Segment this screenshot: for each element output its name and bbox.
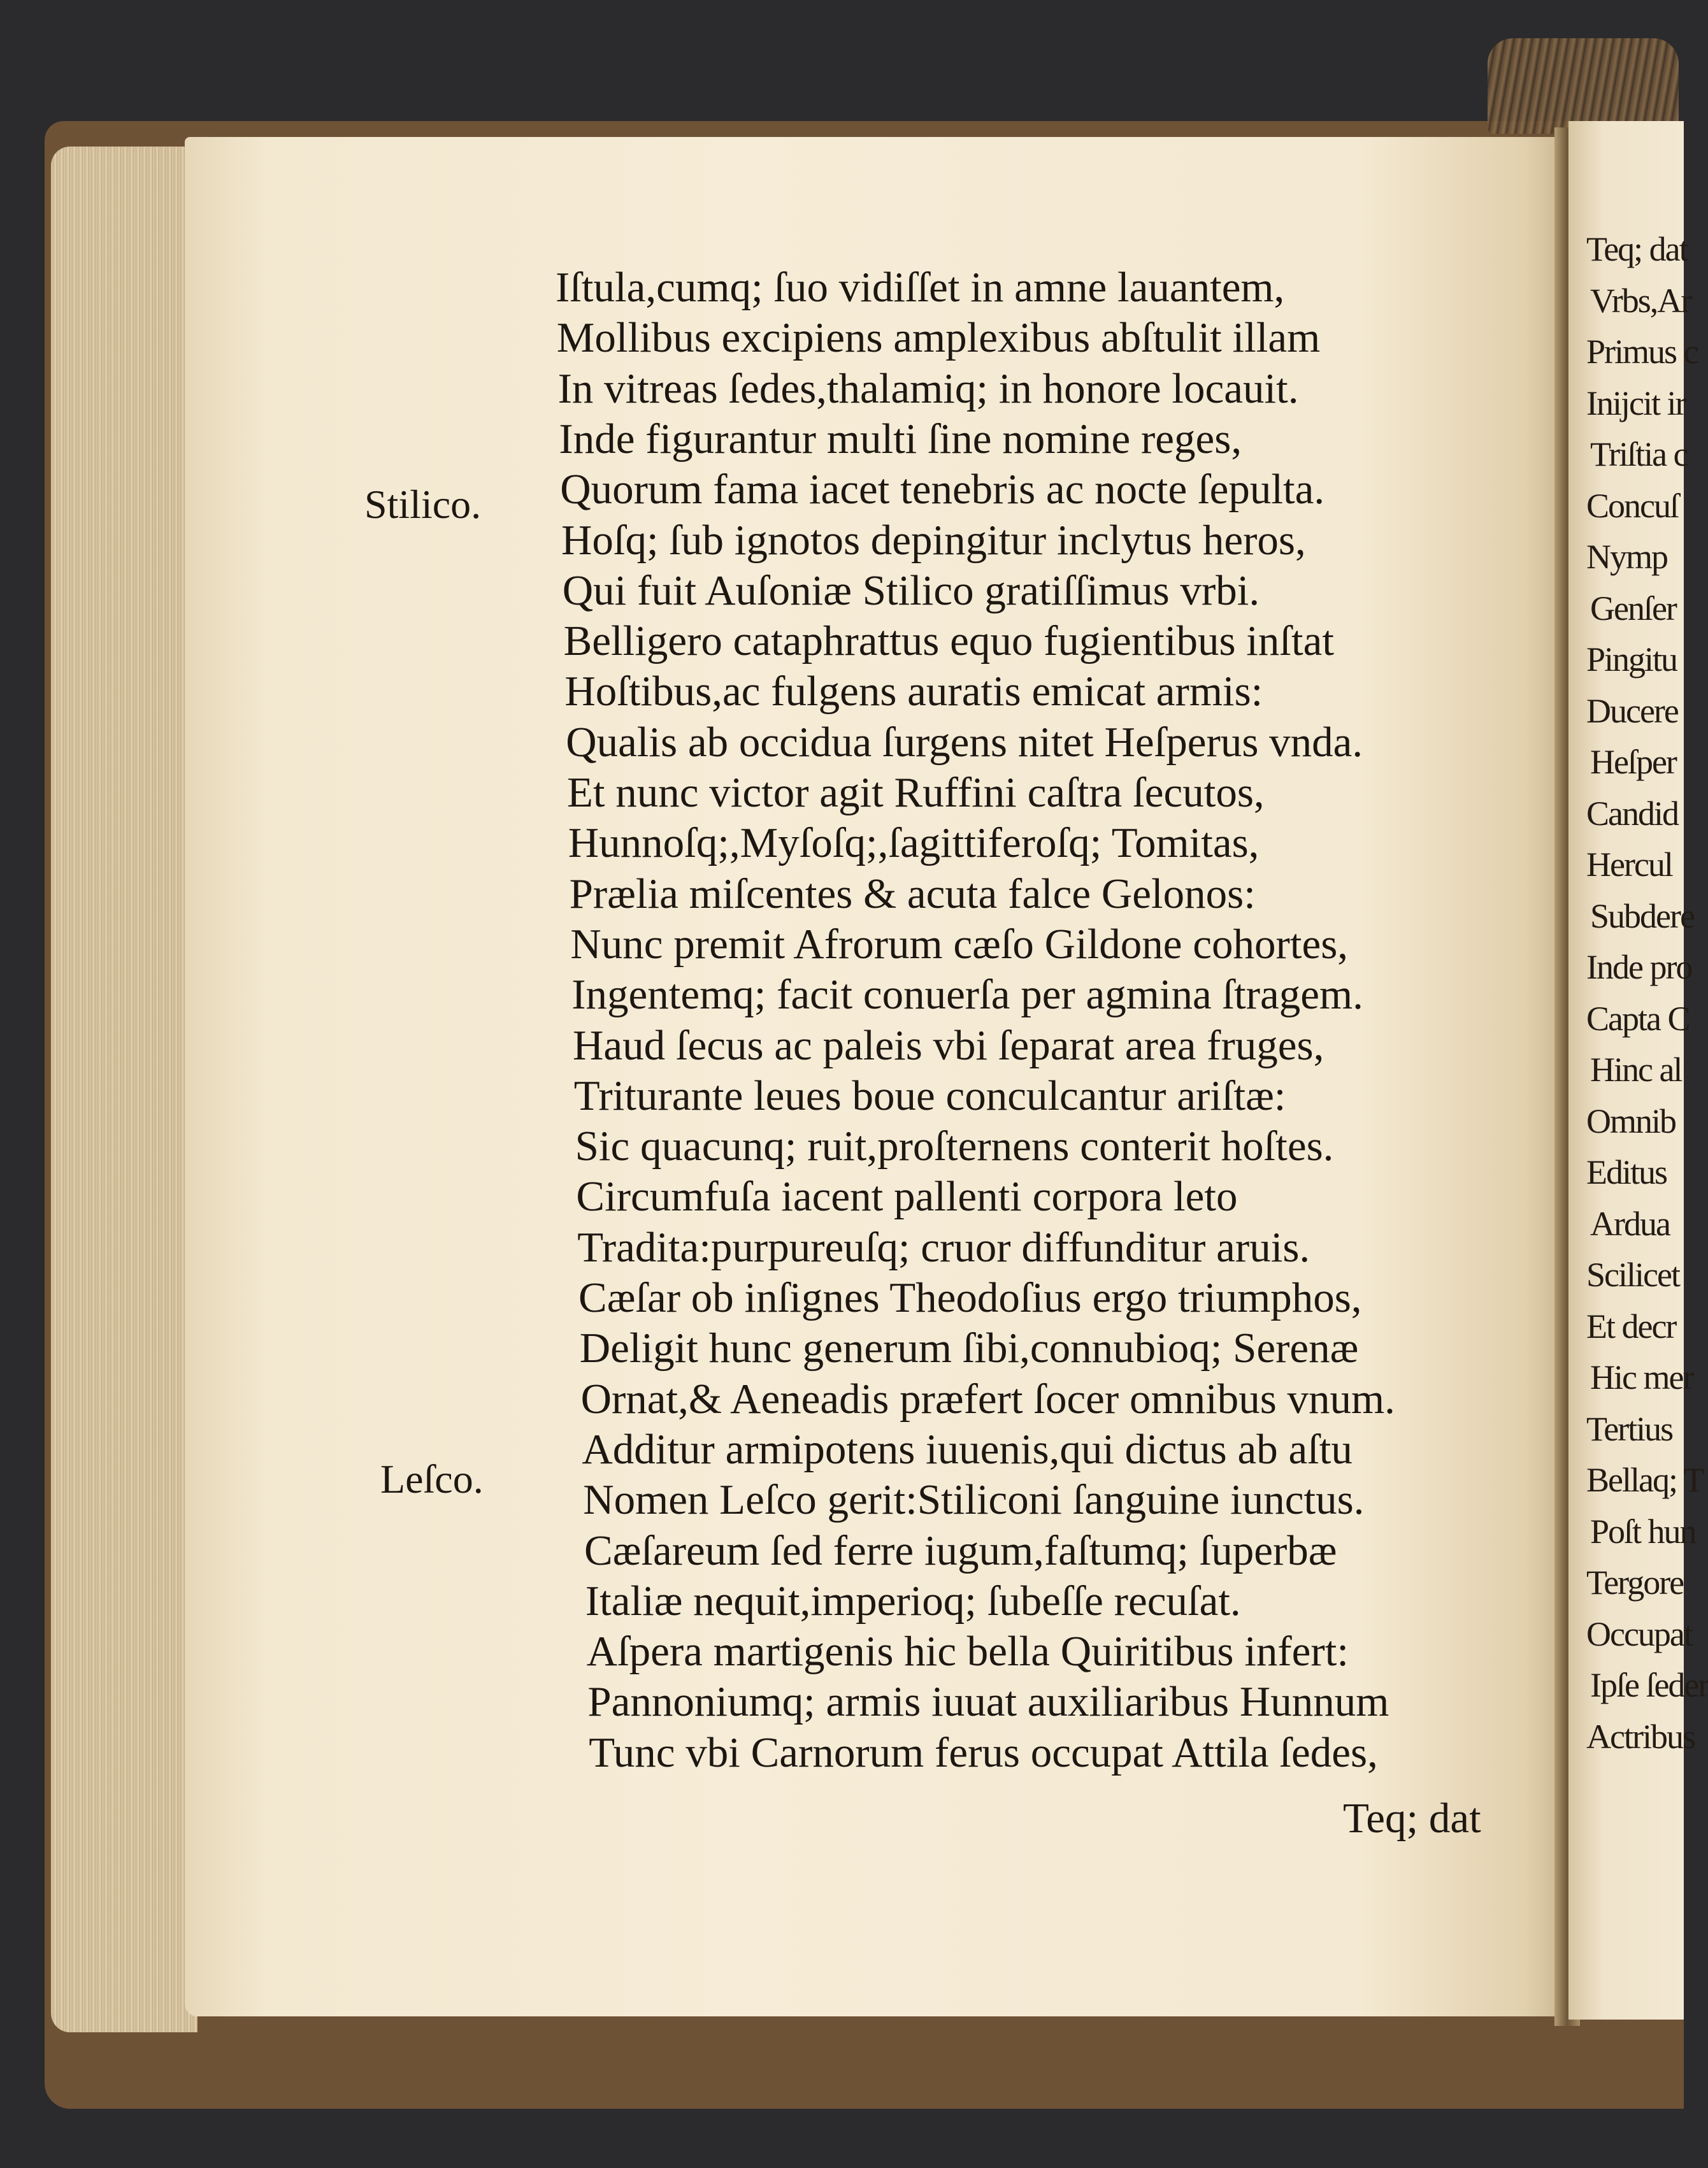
verse-line: Italiæ nequit,imperioq; ſubeſſe recuſat.: [585, 1577, 1241, 1625]
right-page-text-clip: [1568, 121, 1708, 2020]
verse-line: Tunc vbi Carnorum ferus occupat Attila ſedes,: [589, 1728, 1378, 1776]
verse-line: Cæſareum ſed ferre iugum,faſtumq; ſuperbæ: [584, 1526, 1337, 1574]
verse-line: Additur armipotens iuuenis,qui dictus ab aſtu: [582, 1425, 1353, 1473]
right-page-line: Subdere: [1590, 896, 1694, 935]
verse-line: Pannoniumq; armis iuuat auxiliaribus Hunnum: [587, 1678, 1389, 1726]
right-page-line: Inijcit ir: [1586, 384, 1686, 422]
right-page-line: Nymp: [1586, 538, 1667, 576]
verse-line: Sic quacunq; ruit,proſternens conterit hoſtes.: [575, 1123, 1334, 1170]
right-page-line: Capta C: [1586, 999, 1690, 1038]
verse-line: Haud ſecus ac paleis vbi ſeparat area fruges,: [573, 1021, 1324, 1069]
right-page-line: Candid: [1586, 794, 1678, 833]
right-page-line: Editus: [1586, 1153, 1667, 1191]
right-page-line: Et decr: [1586, 1307, 1676, 1346]
verse-line: Quorum fama iacet tenebris ac nocte ſepulta.: [560, 466, 1325, 513]
right-page-line: Tertius: [1586, 1409, 1673, 1448]
right-page-line: Hic mer: [1590, 1358, 1693, 1396]
right-page-line: Ardua: [1590, 1204, 1670, 1243]
right-page-line: Ducere: [1586, 691, 1678, 730]
right-page-line: Tergore: [1586, 1563, 1684, 1602]
verse-line: Ornat,& Aeneadis præfert ſocer omnibus vnum.: [580, 1375, 1395, 1423]
verse-line: Et nunc victor agit Ruffini caſtra ſecutos,: [567, 769, 1265, 816]
right-page-line: Genſer: [1590, 589, 1676, 628]
verse-line: Nunc premit Afrorum cæſo Gildone cohortes,: [570, 920, 1349, 968]
right-page-line: Triſtia c: [1590, 435, 1688, 473]
right-page-line: Scilicet: [1586, 1256, 1679, 1294]
verse-line: Hunnoſq;,Myſoſq;,ſagittiferoſq; Tomitas,: [568, 819, 1259, 867]
verse-line: Mollibus excipiens amplexibus abſtulit illam: [556, 314, 1321, 362]
right-page-line: Poſt hun: [1590, 1512, 1696, 1551]
page-edges: [51, 147, 197, 2032]
margin-note-lesco: Leſco.: [380, 1456, 484, 1502]
right-page-line: Bellaq; T: [1586, 1461, 1704, 1499]
right-page-line: Hercul: [1586, 845, 1672, 884]
right-page-line: Ipſe ſeder: [1590, 1666, 1708, 1704]
right-page-line: Primus c: [1586, 333, 1698, 371]
verse-line: Iſtula,cumq; ſuo vidiſſet in amne lauantem,: [556, 264, 1285, 311]
verse-line: Hoſq; ſub ignotos depingitur inclytus heros,: [561, 516, 1306, 564]
right-page-line: Hinc al: [1590, 1051, 1682, 1089]
verse-line: Triturante leues boue conculcantur ariſtæ:: [573, 1072, 1286, 1119]
catchword: Teq; dat: [1343, 1795, 1481, 1842]
verse-line: Belligero cataphrattus equo fugientibus inſtat: [563, 617, 1334, 665]
right-page-line: Omnib: [1586, 1102, 1676, 1140]
right-page-line: Actribus: [1586, 1717, 1695, 1756]
right-page-line: Vrbs,Ar: [1590, 281, 1691, 320]
verse-line: Ingentemq; facit conuerſa per agmina ſtragem.: [571, 971, 1363, 1019]
verse-line: Prælia miſcentes & acuta falce Gelonos:: [569, 870, 1256, 917]
right-page-line: Heſper: [1590, 743, 1676, 781]
right-page-line: Occupat: [1586, 1614, 1692, 1653]
right-page-line: Teq; dat: [1586, 230, 1688, 268]
verse-line: In vitreas ſedes,thalamiq; in honore locauit.: [557, 364, 1299, 412]
verse-line: Aſpera martigenis hic bella Quiritibus infert:: [586, 1628, 1349, 1676]
verse-line: Hoſtibus,ac fulgens auratis emicat armis:: [564, 668, 1263, 715]
right-page-line: Inde pro: [1586, 948, 1692, 986]
right-page-line: Concuſ: [1586, 486, 1678, 525]
binding-cord: [1488, 38, 1679, 134]
verse-line: Nomen Leſco gerit:Stiliconi ſanguine iunctus.: [583, 1476, 1365, 1524]
verse-line: Cæſar ob inſignes Theodoſius ergo triumphos,: [578, 1274, 1362, 1321]
verse-line: Qualis ab occidua ſurgens nitet Heſperus vnda.: [566, 718, 1363, 766]
verse-line: Tradita:purpureuſq; cruor diffunditur aruis.: [577, 1223, 1310, 1271]
verse-line: Deligit hunc generum ſibi,connubioq; Serenæ: [579, 1324, 1359, 1372]
verse-line: Qui fuit Auſoniæ Stilico gratiſſimus vrbi.: [562, 566, 1260, 614]
verse-line: Circumfuſa iacent pallenti corpora leto: [576, 1173, 1238, 1221]
verse-line: Inde figurantur multi ſine nomine reges,: [559, 415, 1242, 463]
right-page-line: Pingitu: [1586, 640, 1677, 678]
margin-note-stilico: Stilico.: [364, 482, 482, 527]
